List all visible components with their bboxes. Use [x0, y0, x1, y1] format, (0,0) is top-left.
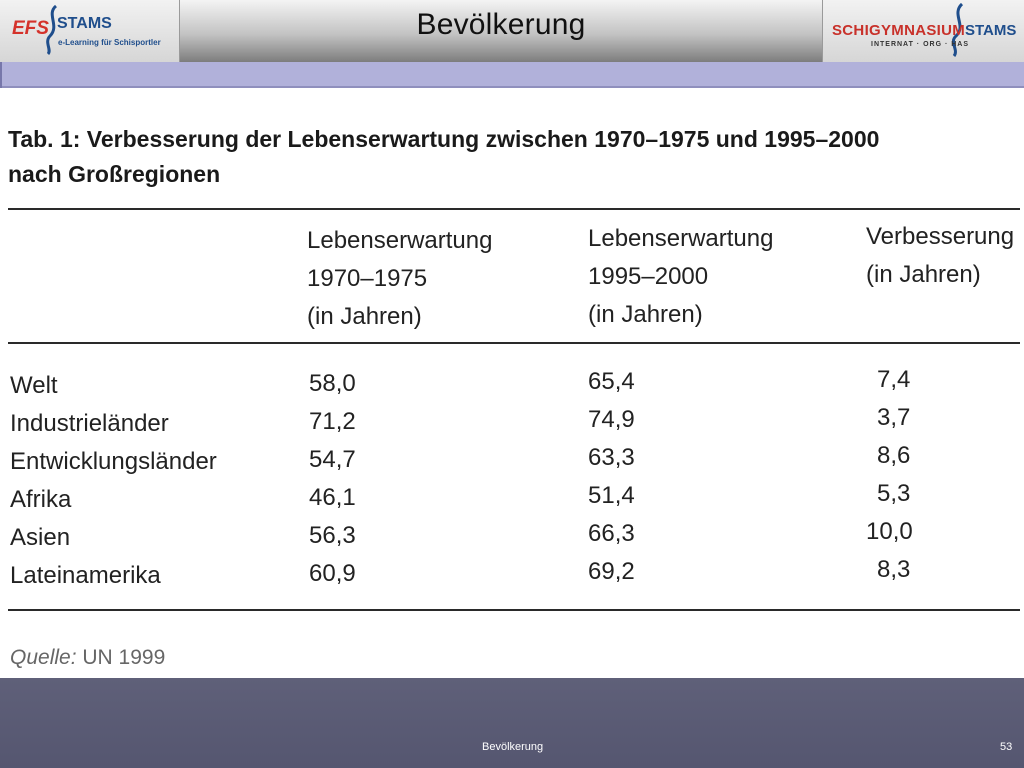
- column-header-line: 1970–1975: [307, 265, 428, 292]
- row-region: Asien: [10, 524, 71, 551]
- column-header-line: (in Jahren): [866, 261, 981, 288]
- cell-1995: 74,9: [588, 406, 635, 433]
- cell-1995: 65,4: [588, 368, 635, 395]
- column-header-line: Lebenserwartung: [588, 225, 774, 252]
- column-header-1995: [588, 220, 773, 334]
- efs-logo-subtitle: e-Learning für Schisportler: [58, 38, 161, 47]
- row-region: Industrieländer: [10, 410, 169, 437]
- cell-diff: 10,0: [866, 518, 913, 545]
- column-header-line: (in Jahren): [588, 301, 703, 328]
- page-number: 53: [1000, 741, 1013, 753]
- cell-diff: 3,7: [877, 404, 911, 431]
- column-header-line: Verbesserung: [866, 223, 1015, 250]
- header-accent-bar: [0, 62, 1024, 88]
- slide-title: Bevölkerung: [416, 8, 586, 41]
- efs-stams-logo: [0, 0, 180, 62]
- cell-1970: 46,1: [309, 484, 356, 511]
- cell-1995: 66,3: [588, 520, 635, 547]
- table-bottom-rule: [8, 609, 1020, 611]
- cell-diff: 7,4: [877, 366, 911, 393]
- schi-logo-subtitle: INTERNAT · ORG · HAS: [871, 41, 970, 48]
- table-top-rule: [8, 208, 1020, 210]
- cell-diff: 8,3: [877, 556, 911, 583]
- row-region: Afrika: [10, 486, 72, 513]
- table-title-line2: nach Großregionen: [8, 161, 221, 187]
- table-source: [10, 646, 165, 670]
- column-header-line: Lebenserwartung: [307, 227, 493, 254]
- schi-logo-name: STAMS: [965, 22, 1017, 39]
- cell-1995: 51,4: [588, 482, 635, 509]
- column-header-line: 1995–2000: [588, 263, 709, 290]
- slide-header: [0, 0, 1024, 62]
- cell-1970: 71,2: [309, 408, 356, 435]
- table-title-line1: Tab. 1: Verbesserung der Lebenserwartung zwischen 1970–1975 und 1995–2000: [8, 126, 880, 152]
- schigymnasium-stams-logo: [822, 0, 1024, 62]
- row-region: Entwicklungsländer: [10, 448, 217, 475]
- cell-1970: 60,9: [309, 560, 356, 587]
- footer-title: Bevölkerung: [482, 741, 544, 753]
- source-label: Quelle:: [10, 646, 77, 669]
- cell-diff: 5,3: [877, 480, 911, 507]
- accent-edge: [0, 62, 2, 88]
- table-image: [0, 88, 1024, 678]
- cell-1970: 54,7: [309, 446, 356, 473]
- efs-logo-name: STAMS: [57, 15, 112, 32]
- cell-1995: 63,3: [588, 444, 635, 471]
- cell-diff: 8,6: [877, 442, 911, 469]
- row-region: Welt: [10, 372, 58, 399]
- efs-logo-brand: EFS: [12, 18, 49, 39]
- schi-logo-brand: SCHIGYMNASIUM: [832, 22, 966, 39]
- table-header-rule: [8, 342, 1020, 344]
- cell-1995: 69,2: [588, 558, 635, 585]
- column-header-1970: [307, 222, 492, 336]
- cell-1970: 56,3: [309, 522, 356, 549]
- title-band: [180, 0, 822, 62]
- slide-footer: [0, 678, 1024, 768]
- column-header-diff: [866, 218, 1014, 294]
- cell-1970: 58,0: [309, 370, 356, 397]
- table-title: [8, 122, 1008, 192]
- source-value: UN 1999: [82, 646, 166, 669]
- column-header-line: (in Jahren): [307, 303, 422, 330]
- row-region: Lateinamerika: [10, 562, 161, 589]
